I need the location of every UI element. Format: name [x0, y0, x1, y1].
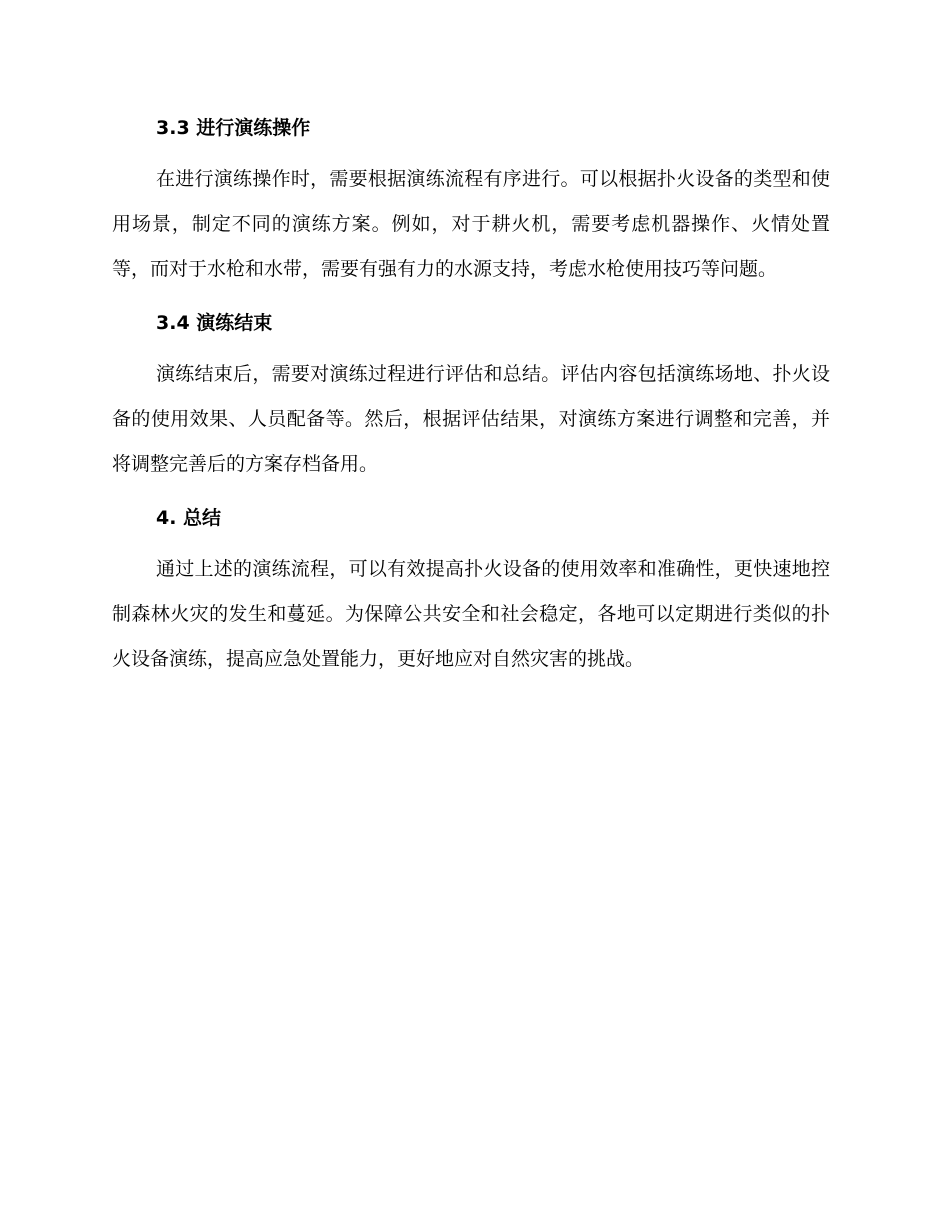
document-body [112, 112, 830, 682]
section-paragraph-4: 通过上述的演练流程，可以有效提高扑火设备的使用效率和准确性，更快速地控制森林火灾的发生和蔓延。为保障公共安全和社会稳定，各地可以定期进行类似的扑火设备演练，提高应急处置能力，更好地应对自然灾害的挑战。 [112, 558, 830, 670]
section-paragraph-3-3: 在进行演练操作时，需要根据演练流程有序进行。可以根据扑火设备的类型和使用场景，制定不同的演练方案。例如，对于耕火机，需要考虑机器操作、火情处置等，而对于水枪和水带，需要有强有力的水源支持，考虑水枪使用技巧等问题。 [112, 168, 830, 280]
section-paragraph-3-4: 演练结束后，需要对演练过程进行评估和总结。评估内容包括演练场地、扑火设备的使用效果、人员配备等。然后，根据评估结果，对演练方案进行调整和完善，并将调整完善后的方案存档备用。 [112, 363, 830, 475]
section-heading-3-3: 3.3 进行演练操作 [156, 117, 311, 139]
section-heading-4: 4. 总结 [156, 507, 222, 529]
section-heading-3-4: 3.4 演练结束 [156, 312, 273, 334]
